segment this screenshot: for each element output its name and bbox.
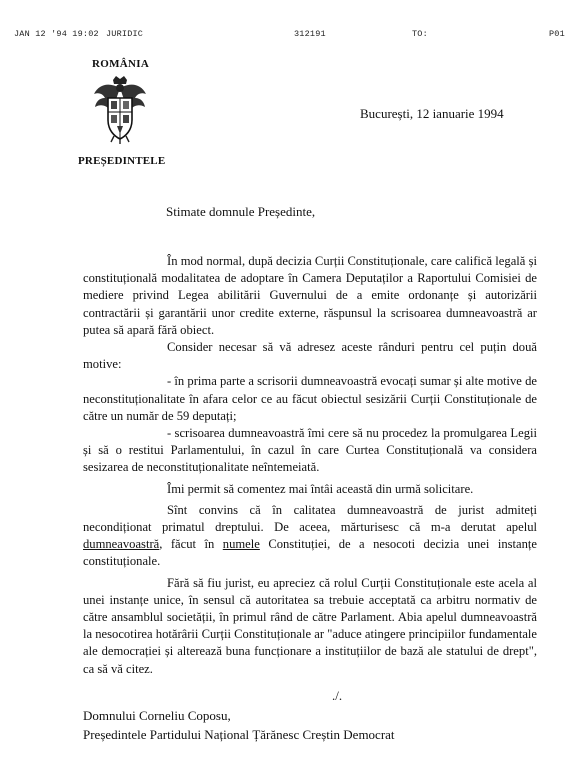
paragraph-6 [83,502,537,571]
paragraph-2: Consider necesar să vă adresez aceste rânduri pentru cel puțin două motive: [83,340,537,372]
letterhead-office: PREȘEDINTELE [78,155,166,167]
letterhead-country: ROMÂNIA [92,58,150,70]
paragraph-6-before: Sînt convins că în calitatea dumneavoastră de jurist admiteți necondiționat primatul dreptului. De aceea, mărturisesc că m-a derutat apelul [83,502,537,535]
paragraph-7: Fără să fiu jurist, eu apreciez că rolul Curții Constituționale este acela al unei instanțe unice, în sensul că autoritatea sa trebuie acceptată ca arbitru normativ de către ansamblul societății, în primul rând de către Parlament. Abia apelul dumneavoastră la nesocotirea hotărârii Curții Constituționale ar "aduce atingere principiilor fundamentale ale democrației și alterează buna funcționare a instituțiilor de bază ale statului de drept", ca să vă citez. [83,575,537,676]
addressee-title: Președintele Partidului Național Țărănesc Creștin Democrat [83,727,395,742]
paragraph-6-underlined-2: numele [222,537,260,552]
fax-to-label: TO: [412,29,428,39]
letter-body [83,253,537,678]
paragraph-6-middle: , făcut în [159,537,223,552]
fax-sender: JURIDIC [106,29,144,39]
signature-mark: ./. [332,688,343,703]
addressee-name: Domnului Corneliu Coposu, [83,708,231,723]
date-line: București, 12 ianuarie 1994 [360,106,504,121]
coat-of-arms-icon [91,74,149,144]
paragraph-4: - scrisoarea dumneavoastră îmi cere să nu procedez la promulgarea Legii și să o restitui Parlamentului, în cazul în care Curtea Constituțională va considera sesizarea de neconstituționalitate neîntemeiată. [83,426,537,475]
fax-page: P01 [549,29,565,39]
salutation: Stimate domnule Președinte, [166,204,316,219]
paragraph-1: În mod normal, după decizia Curții Constituționale, care califică legală și constituțională modalitatea de adoptare în Camera Deputaților a Raportului Comisiei de mediere privind Legea abilitării Guvernului de a emite ordonanțe și autorizării contractării și garantării unor credite externe, răspunsul la scrisoarea dumneavoastră ar putea să apară fără obiect. [83,254,537,337]
paragraph-5: Îmi permit să comentez mai întâi această din urmă solicitare. [167,481,474,496]
fax-datetime: JAN 12 '94 19:02 [14,29,99,39]
paragraph-3: - în prima parte a scrisorii dumneavoastră evocați sumar și alte motive de neconstituționalitate în afara celor ce au făcut obiectul sesizării Curții Constituționale de către un număr de 59 deputați; [83,374,537,423]
fax-number: 312191 [294,29,326,39]
paragraph-6-after: Constituției, de a nesocoti decizia unei instanțe constituționale. [83,537,538,569]
paragraph-6-underlined-1: dumneavoastră [83,537,160,552]
addressee-block [83,706,395,744]
